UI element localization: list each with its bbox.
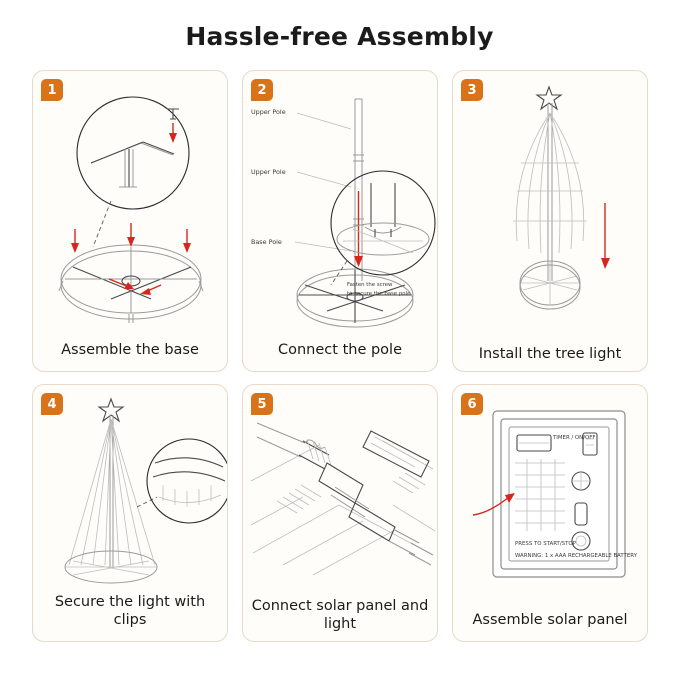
step-badge-1: 1 — [41, 79, 63, 101]
base-assembly-drawing — [33, 71, 227, 337]
step-card-4 — [32, 384, 228, 642]
step-illustration-3 — [453, 71, 647, 341]
label-upper-pole-2: Upper Pole — [251, 168, 286, 176]
step-illustration-1 — [33, 71, 227, 337]
step-caption-5: Connect solar panel and light — [251, 597, 429, 632]
step-illustration-5 — [243, 385, 437, 593]
step-caption-6: Assemble solar panel — [472, 611, 628, 628]
step-caption-2: Connect the pole — [278, 341, 402, 358]
label-fasten-screw-line2: to secure the base pole. — [347, 291, 413, 297]
step-illustration-2 — [243, 71, 437, 337]
step-badge-5: 5 — [251, 393, 273, 415]
label-base-pole: Base Pole — [251, 238, 282, 246]
assemble-solar-panel-drawing — [453, 385, 647, 605]
step-caption-4: Secure the light with clips — [54, 593, 206, 628]
label-warning-battery: WARNING: 1 x AAA RECHARGEABLE BATTERY — [515, 553, 638, 559]
step-badge-6: 6 — [461, 393, 483, 415]
step-caption-3: Install the tree light — [478, 345, 622, 362]
label-press-start-stop: PRESS TO START/STOP — [515, 541, 576, 547]
step-illustration-4 — [33, 385, 227, 589]
page-title: Hassle-free Assembly — [185, 22, 494, 51]
tree-light-install-drawing — [453, 71, 647, 339]
step-card-5 — [242, 384, 438, 642]
steps-grid — [32, 70, 648, 642]
secure-light-clips-drawing — [33, 385, 227, 589]
solar-panel-connection-drawing — [243, 385, 437, 593]
step-card-1 — [32, 70, 228, 372]
label-fasten-screw-line1: Fasten the screw — [347, 282, 393, 288]
step-card-3 — [452, 70, 648, 372]
step-illustration-6 — [453, 385, 647, 607]
step-caption-1: Assemble the base — [61, 341, 199, 358]
pole-connection-drawing — [243, 71, 437, 337]
label-timer-onoff: TIMER / ON/OFF — [553, 435, 596, 441]
step-card-6 — [452, 384, 648, 642]
step-badge-3: 3 — [461, 79, 483, 101]
label-upper-pole-1: Upper Pole — [251, 108, 286, 116]
step-card-2 — [242, 70, 438, 372]
step-badge-2: 2 — [251, 79, 273, 101]
step-badge-4: 4 — [41, 393, 63, 415]
